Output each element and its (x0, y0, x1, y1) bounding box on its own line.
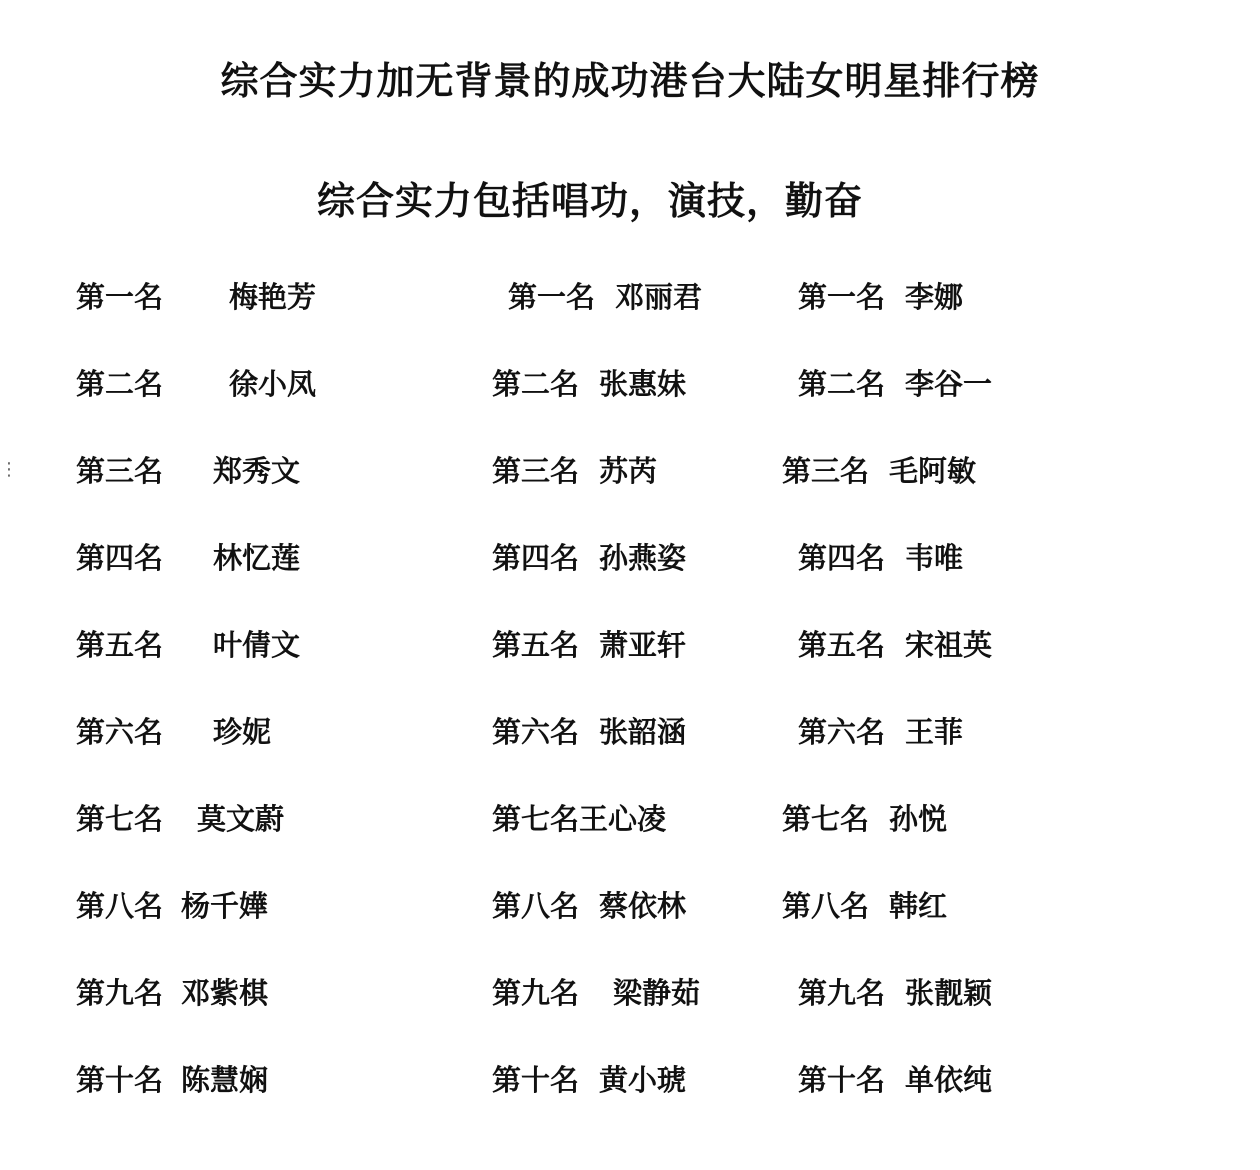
rank-label: 第五名 (798, 628, 886, 662)
star-name: 李谷一 (905, 367, 993, 401)
star-name: 孙燕姿 (599, 541, 687, 575)
rank-label: 第一名 (508, 280, 596, 314)
rank-label: 第五名 (76, 628, 164, 662)
ranking-entry (782, 362, 992, 449)
rank-label: 第十名 (492, 1063, 580, 1097)
star-name: 蔡依林 (599, 889, 687, 923)
ranking-entry (76, 884, 316, 971)
rank-label: 第十名 (76, 1063, 164, 1097)
rank-label: 第五名 (492, 628, 580, 662)
rank-label: 第七名 (76, 802, 164, 836)
rank-label: 第三名 (492, 454, 580, 488)
rank-label: 第六名 (492, 715, 580, 749)
rank-label: 第七名 (492, 802, 580, 836)
star-name: 王心凌 (579, 802, 667, 836)
rank-label: 第一名 (798, 280, 886, 314)
ranking-entry (76, 971, 316, 1058)
ranking-entry (492, 971, 702, 1058)
star-name: 张韶涵 (599, 715, 687, 749)
ranking-entry (782, 536, 992, 623)
star-name: 梁静茹 (613, 976, 701, 1010)
star-name: 孙悦 (889, 802, 948, 836)
rank-label: 第四名 (798, 541, 886, 575)
ranking-entry (76, 710, 316, 797)
star-name: 张靓颖 (905, 976, 993, 1010)
ranking-entry (76, 449, 316, 536)
ranking-entry (76, 1058, 316, 1145)
star-name: 陈慧娴 (181, 1063, 269, 1097)
ranking-entry (492, 623, 702, 710)
ranking-entry (76, 797, 316, 884)
star-name: 毛阿敏 (889, 454, 977, 488)
ranking-column-mainland (782, 275, 992, 1145)
ranking-entry (76, 362, 316, 449)
ranking-entry (76, 275, 316, 362)
star-name: 叶倩文 (213, 628, 301, 662)
rank-label: 第九名 (798, 976, 886, 1010)
rank-label: 第九名 (76, 976, 164, 1010)
ranking-entry (782, 449, 992, 536)
document-title: 综合实力加无背景的成功港台大陆女明星排行榜 (220, 59, 1040, 103)
star-name: 郑秀文 (213, 454, 301, 488)
star-name: 珍妮 (213, 715, 272, 749)
star-name: 邓丽君 (615, 280, 703, 314)
ranking-entry (782, 971, 992, 1058)
ranking-entry (782, 623, 992, 710)
star-name: 梅艳芳 (229, 280, 317, 314)
ranking-entry (782, 1058, 992, 1145)
star-name: 苏芮 (599, 454, 658, 488)
rank-label: 第二名 (76, 367, 164, 401)
ranking-entry (782, 797, 992, 884)
rank-label: 第七名 (782, 802, 870, 836)
rank-label: 第三名 (76, 454, 164, 488)
ranking-entry (492, 710, 702, 797)
star-name: 林忆莲 (213, 541, 301, 575)
star-name: 杨千嬅 (181, 889, 269, 923)
star-name: 黄小琥 (599, 1063, 687, 1097)
ranking-column-hong-kong (76, 275, 316, 1145)
star-name: 韦唯 (905, 541, 964, 575)
rank-label: 第二名 (492, 367, 580, 401)
star-name: 萧亚轩 (599, 628, 687, 662)
rank-label: 第二名 (798, 367, 886, 401)
star-name: 张惠妹 (599, 367, 687, 401)
ranking-column-taiwan (492, 275, 702, 1145)
star-name: 徐小凤 (229, 367, 317, 401)
rank-label: 第八名 (492, 889, 580, 923)
star-name: 宋祖英 (905, 628, 993, 662)
ranking-entry (782, 275, 992, 362)
ranking-entry (76, 536, 316, 623)
ranking-entry (492, 884, 702, 971)
rank-label: 第一名 (76, 280, 164, 314)
rank-label: 第三名 (782, 454, 870, 488)
star-name: 莫文蔚 (197, 802, 285, 836)
rank-label: 第六名 (76, 715, 164, 749)
rank-label: 第四名 (492, 541, 580, 575)
ranking-entry (782, 710, 992, 797)
star-name: 邓紫棋 (181, 976, 269, 1010)
rank-label: 第九名 (492, 976, 580, 1010)
ranking-entry (782, 884, 992, 971)
rank-label: 第六名 (798, 715, 886, 749)
ranking-entry (76, 623, 316, 710)
ranking-entry (492, 797, 702, 884)
ranking-entry (492, 536, 702, 623)
ranking-entry (492, 1058, 702, 1145)
star-name: 单依纯 (905, 1063, 993, 1097)
left-edge-marker: ⋮ (0, 459, 18, 480)
star-name: 韩红 (889, 889, 948, 923)
document-subtitle: 综合实力包括唱功，演技，勤奋 (316, 179, 863, 223)
rank-label: 第四名 (76, 541, 164, 575)
ranking-entry (492, 275, 702, 362)
rank-label: 第八名 (76, 889, 164, 923)
ranking-entry (492, 449, 702, 536)
rank-label: 第八名 (782, 889, 870, 923)
rank-label: 第十名 (798, 1063, 886, 1097)
ranking-entry (492, 362, 702, 449)
star-name: 王菲 (905, 715, 964, 749)
star-name: 李娜 (905, 280, 964, 314)
